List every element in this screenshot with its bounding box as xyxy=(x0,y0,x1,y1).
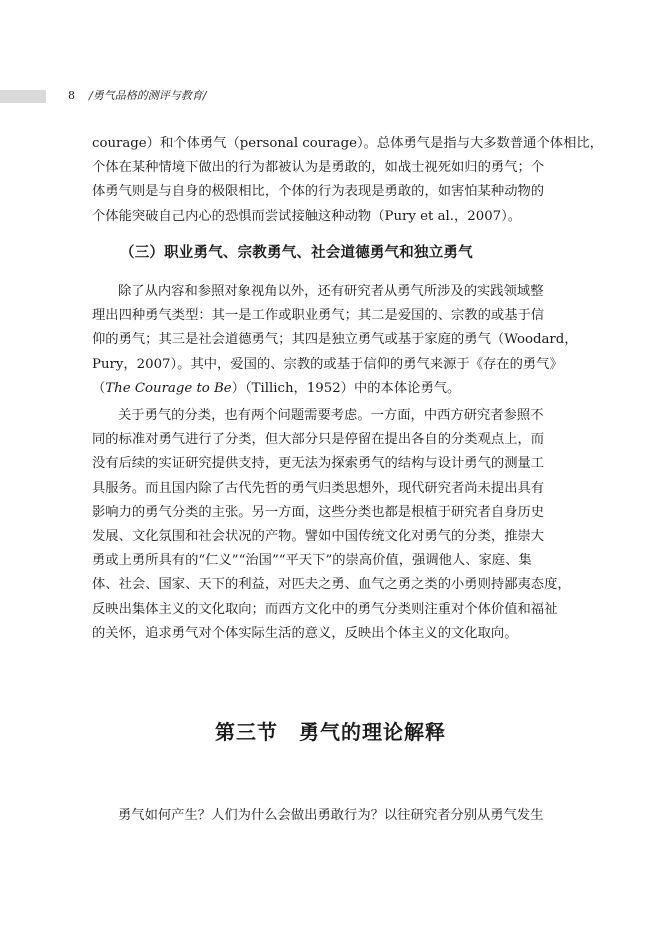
subsection-heading: （三）职业勇气、宗教勇气、社会道德勇气和独立勇气 xyxy=(120,245,473,261)
text-line: 影响力的勇气分类的主张。另一方面，这些分类也都是根植于研究者自身历史 xyxy=(92,504,545,520)
page-number: 8 xyxy=(68,89,75,102)
text-fragment: （ xyxy=(92,380,106,396)
book-title-italic: The Courage to Be xyxy=(105,380,232,396)
text-line: 反映出集体主义的文化取向；而西方文化中的勇气分类则注重对个体价值和福祉 xyxy=(92,601,558,617)
text-line: Pury，2007）。其中，爱国的、宗教的或基于信仰的勇气来源于《存在的勇气》 xyxy=(92,356,563,372)
text-line: 关于勇气的分类，也有两个问题需要考虑。一方面，中西方研究者参照不 xyxy=(118,408,544,423)
text-line: 个体在某种情境下做出的行为都被认为是勇敢的，如战士视死如归的勇气；个 xyxy=(92,160,545,176)
paragraph-1 xyxy=(92,132,603,229)
text-line: 除了从内容和参照对象视角以外，还有研究者从勇气所涉及的实践领域整 xyxy=(118,284,544,299)
text-line: 勇气如何产生？人们为什么会做出勇敢行为？以往研究者分别从勇气发生 xyxy=(118,808,544,823)
text-line: 没有后续的实证研究提供支持，更无法为探索勇气的结构与设计勇气的测量工 xyxy=(92,456,545,472)
text-fragment: ）（Tillich，1952）中的本体论勇气。 xyxy=(231,380,461,396)
text-line: 具服务。而且国内除了古代先哲的勇气归类思想外，现代研究者尚未提出具有 xyxy=(92,480,545,496)
section-title: 第三节 勇气的理论解释 xyxy=(215,720,446,744)
text-line: 仰的勇气；其三是社会道德勇气；其四是独立勇气或基于家庭的勇气（Woodard， xyxy=(92,332,578,348)
header-marker-bar xyxy=(0,90,46,103)
text-line: 同的标准对勇气进行了分类，但大部分只是停留在提出各自的分类观点上，而 xyxy=(92,432,545,448)
text-line: 体勇气则是与自身的极限相比，个体的行为表现是勇敢的，如害怕某种动物的 xyxy=(92,184,545,200)
text-line-with-book-title xyxy=(92,377,575,401)
text-line: 发展、文化氛围和社会状况的产物。譬如中国传统文化对勇气的分类，推崇大 xyxy=(92,529,545,545)
paragraph-4 xyxy=(92,804,575,828)
paragraph-2 xyxy=(92,280,578,401)
text-line: 理出四种勇气类型：其一是工作或职业勇气；其二是爱国的、宗教的或基于信 xyxy=(92,308,545,324)
text-line: 的关怀，追求勇气对个体实际生活的意义，反映出个体主义的文化取向。 xyxy=(92,625,518,641)
text-line: 勇或上勇所具有的“仁义”“治国”“平天下”的崇高价值，强调他人、家庭、集 xyxy=(92,553,532,569)
text-line: courage）和个体勇气（personal courage）。总体勇气是指与大多数普通个体相比， xyxy=(92,136,603,151)
running-head-title: /勇气品格的测评与教育/ xyxy=(89,89,207,102)
text-line: 体、社会、国家、天下的利益，对匹夫之勇、血气之勇之类的小勇则持鄙夷态度， xyxy=(92,577,571,593)
text-line: 个体能突破自己内心的恐惧而尝试接触这种动物（Pury et al.，2007）。 xyxy=(92,208,522,224)
paragraph-3 xyxy=(92,404,575,646)
